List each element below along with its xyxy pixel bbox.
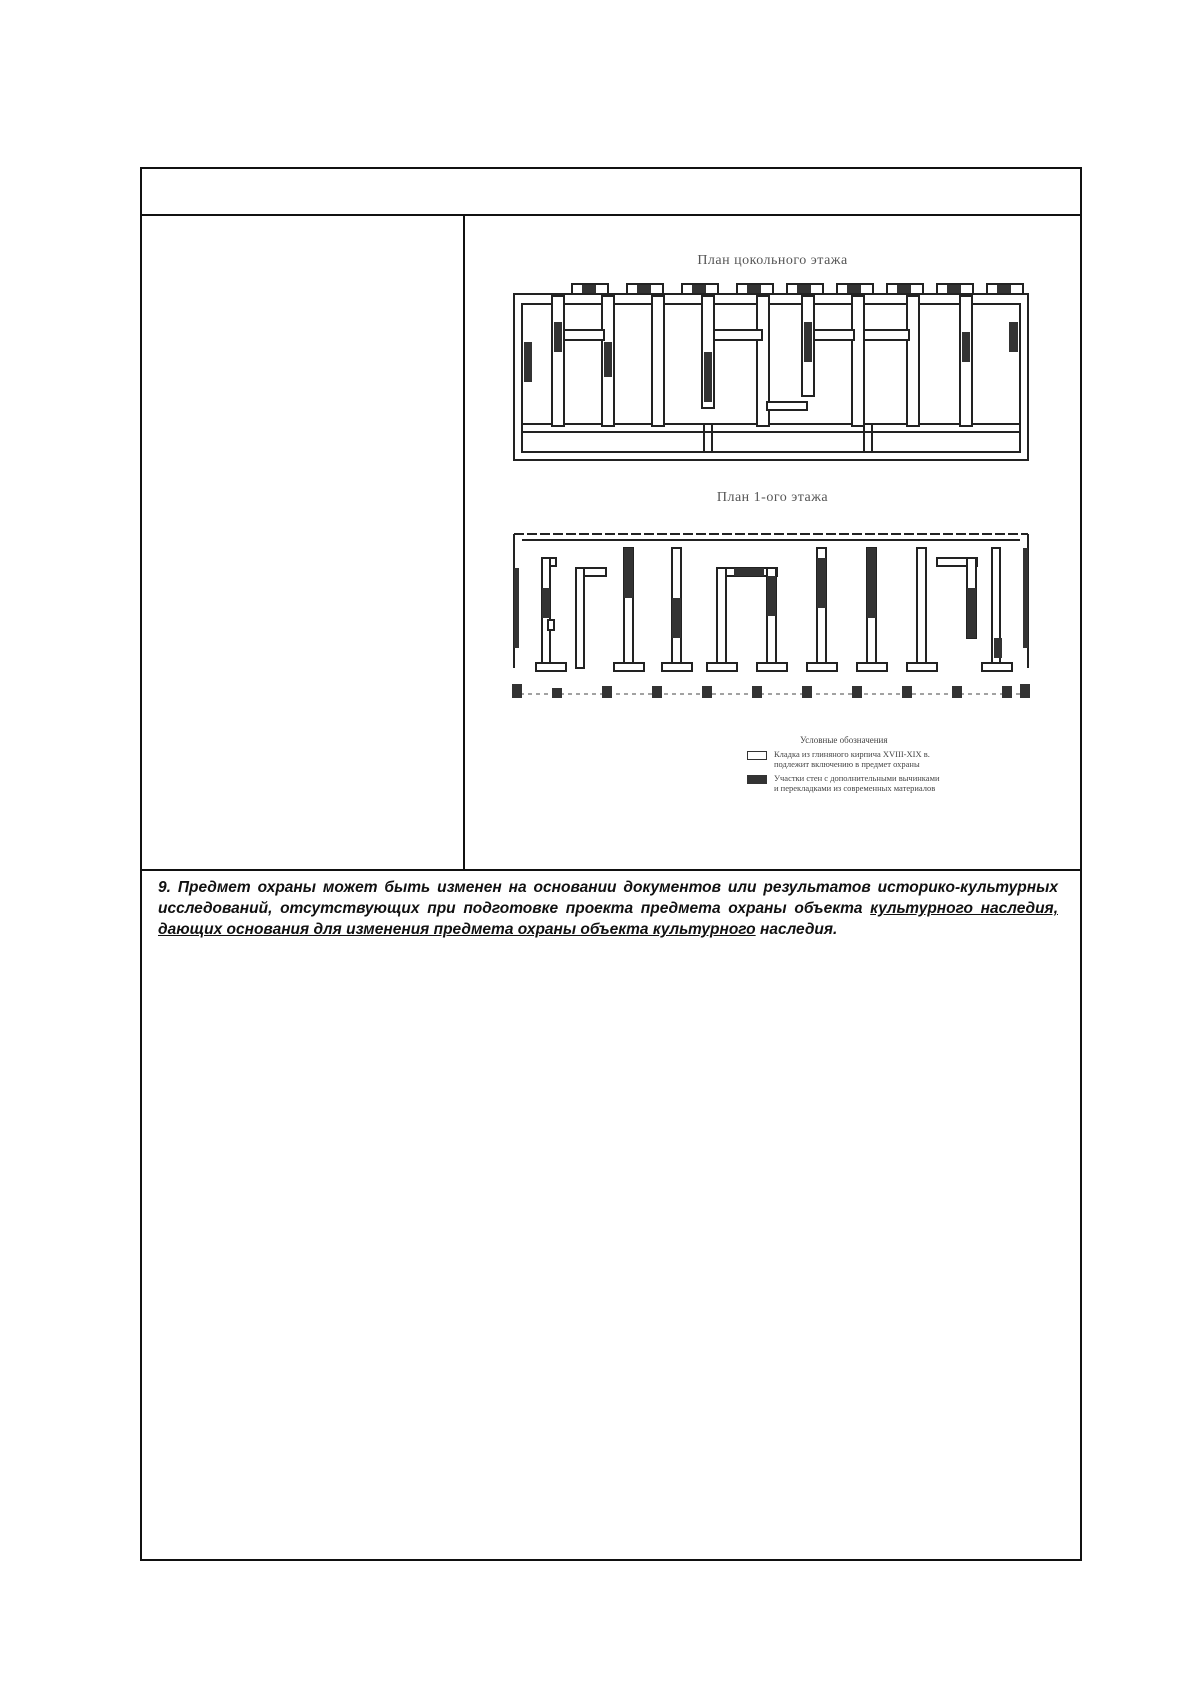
clause-text-underlined: культурного наследия, дающих основания для изменения предмета охраны объекта культурного [158, 900, 1058, 938]
legend-title: Условные обозначения [800, 735, 888, 745]
legend-item-line: Кладка из глиняного кирпича XVIII-XIX в. [774, 749, 930, 759]
clause-text: 9. Предмет охраны может быть изменен на основании документов или результатов историко-культурных исследований, отсутствующих при подготовке проекта предмета охраны объекта [158, 879, 1058, 917]
table-column-divider [463, 215, 465, 869]
legend-item-line: подлежит включению в предмет охраны [774, 759, 920, 769]
legend-item-line: и перекладками из современных материалов [774, 783, 936, 793]
legend-outline-swatch [747, 751, 767, 760]
legend-filled-swatch [747, 775, 767, 784]
first-floor-plan [512, 528, 1032, 703]
table-header-divider [142, 214, 1080, 216]
table-row-divider [142, 869, 1080, 871]
first-floor-plan-title: План 1-ого этажа [716, 490, 829, 505]
basement-floor-plan [512, 282, 1032, 462]
clause-text-end: наследия. [759, 921, 838, 938]
legend-item-line: Участки стен с дополнительными вычинками [774, 773, 940, 783]
clause-9-text [158, 877, 1058, 940]
basement-plan-title: План цокольного этажа [697, 253, 848, 268]
